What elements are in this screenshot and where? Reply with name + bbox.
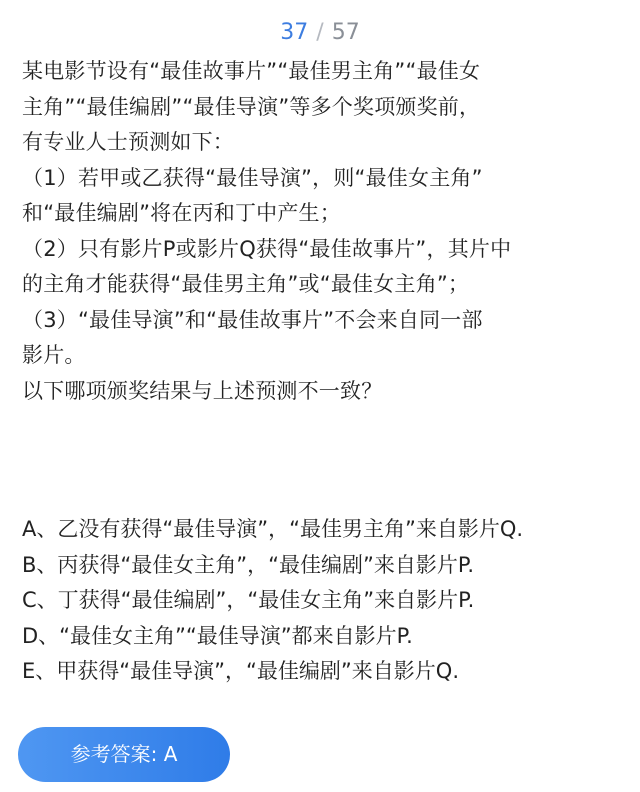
option-d[interactable]: D、“最佳女主角”“最佳导演”都来自影片P. [22, 623, 413, 648]
question-prompt: 以下哪项颁奖结果与上述预测不一致？ [22, 378, 383, 403]
question-text [22, 54, 622, 409]
premise-2-line: 的主角才能获得“最佳男主角”或“最佳女主角”； [22, 272, 470, 296]
premise-3-line: 影片。 [22, 343, 86, 367]
page-indicator [0, 18, 640, 48]
premise-2-line: （2）只有影片P或影片Q获得“最佳故事片”，其片中 [22, 236, 512, 261]
option-c[interactable]: C、丁获得“最佳编剧”，“最佳女主角”来自影片P. [22, 588, 475, 612]
current-page-number: 37 [280, 20, 309, 45]
page-separator: / [316, 20, 324, 45]
option-a[interactable]: A、乙没有获得“最佳导演”，“最佳男主角”来自影片Q. [22, 517, 524, 541]
question-line: 有专业人士预测如下： [22, 130, 234, 154]
option-b[interactable]: B、丙获得“最佳女主角”，“最佳编剧”来自影片P. [22, 552, 474, 577]
reference-answer-button[interactable]: 参考答案: A [18, 727, 230, 782]
question-line: 某电影节设有“最佳故事片”“最佳男主角”“最佳女 [22, 59, 481, 83]
option-e[interactable]: E、甲获得“最佳导演”，“最佳编剧”来自影片Q. [22, 659, 459, 683]
question-line: 主角”“最佳编剧”“最佳导演”等多个奖项颁奖前， [22, 94, 481, 119]
premise-3-line: （3）“最佳导演”和“最佳故事片”不会来自同一部 [22, 307, 483, 332]
answer-options [22, 512, 632, 690]
total-page-count: 57 [331, 20, 360, 45]
premise-1-line: 和“最佳编剧”将在丙和丁中产生； [22, 201, 341, 225]
premise-1-line: （1）若甲或乙获得“最佳导演”，则“最佳女主角” [22, 165, 483, 190]
